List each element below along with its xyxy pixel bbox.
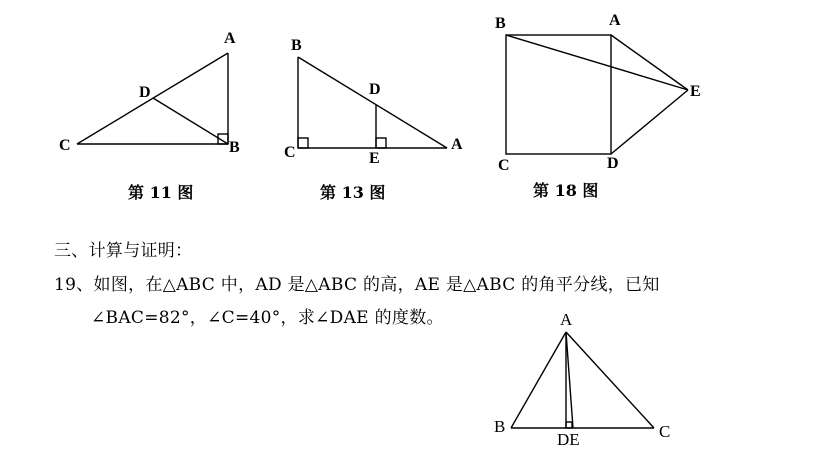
fig13-label-b: B <box>291 37 302 54</box>
fig18-label-e: E <box>690 83 701 100</box>
fig13-label-d: D <box>369 81 381 98</box>
section-heading: 三、计算与证明： <box>54 241 193 261</box>
problem-19-line-1: 19、如图，在△ABC 中，AD 是△ABC 的高，AE 是△ABC 的角平分线，已知 <box>54 275 660 295</box>
figure-19-diagram <box>511 332 654 428</box>
fig13-label-a: A <box>451 136 463 153</box>
problem-19-line-2: ∠BAC=82°，∠C=40°，求∠DAE 的度数。 <box>91 308 444 328</box>
fig18-label-c: C <box>498 157 510 174</box>
figure-11-caption: 第 11 图 <box>128 183 194 202</box>
figure-13-diagram <box>298 57 447 148</box>
fig11-label-d: D <box>139 84 151 101</box>
figure-13-caption: 第 13 图 <box>320 183 386 202</box>
fig11-label-a: A <box>224 30 236 47</box>
fig19-label-de: DE <box>557 430 580 449</box>
figure-18-caption: 第 18 图 <box>533 181 599 200</box>
fig18-label-a: A <box>609 12 621 29</box>
fig11-label-c: C <box>59 137 71 154</box>
fig19-label-a: A <box>560 310 573 329</box>
figure-11-diagram <box>77 53 228 144</box>
fig13-label-e: E <box>369 150 380 167</box>
fig18-label-b: B <box>495 15 506 32</box>
fig11-label-b: B <box>229 139 240 156</box>
fig18-label-d: D <box>607 155 619 172</box>
fig13-label-c: C <box>284 144 296 161</box>
fig19-label-b: B <box>494 417 506 436</box>
fig19-label-c: C <box>659 422 671 441</box>
figure-18-diagram <box>506 35 688 154</box>
